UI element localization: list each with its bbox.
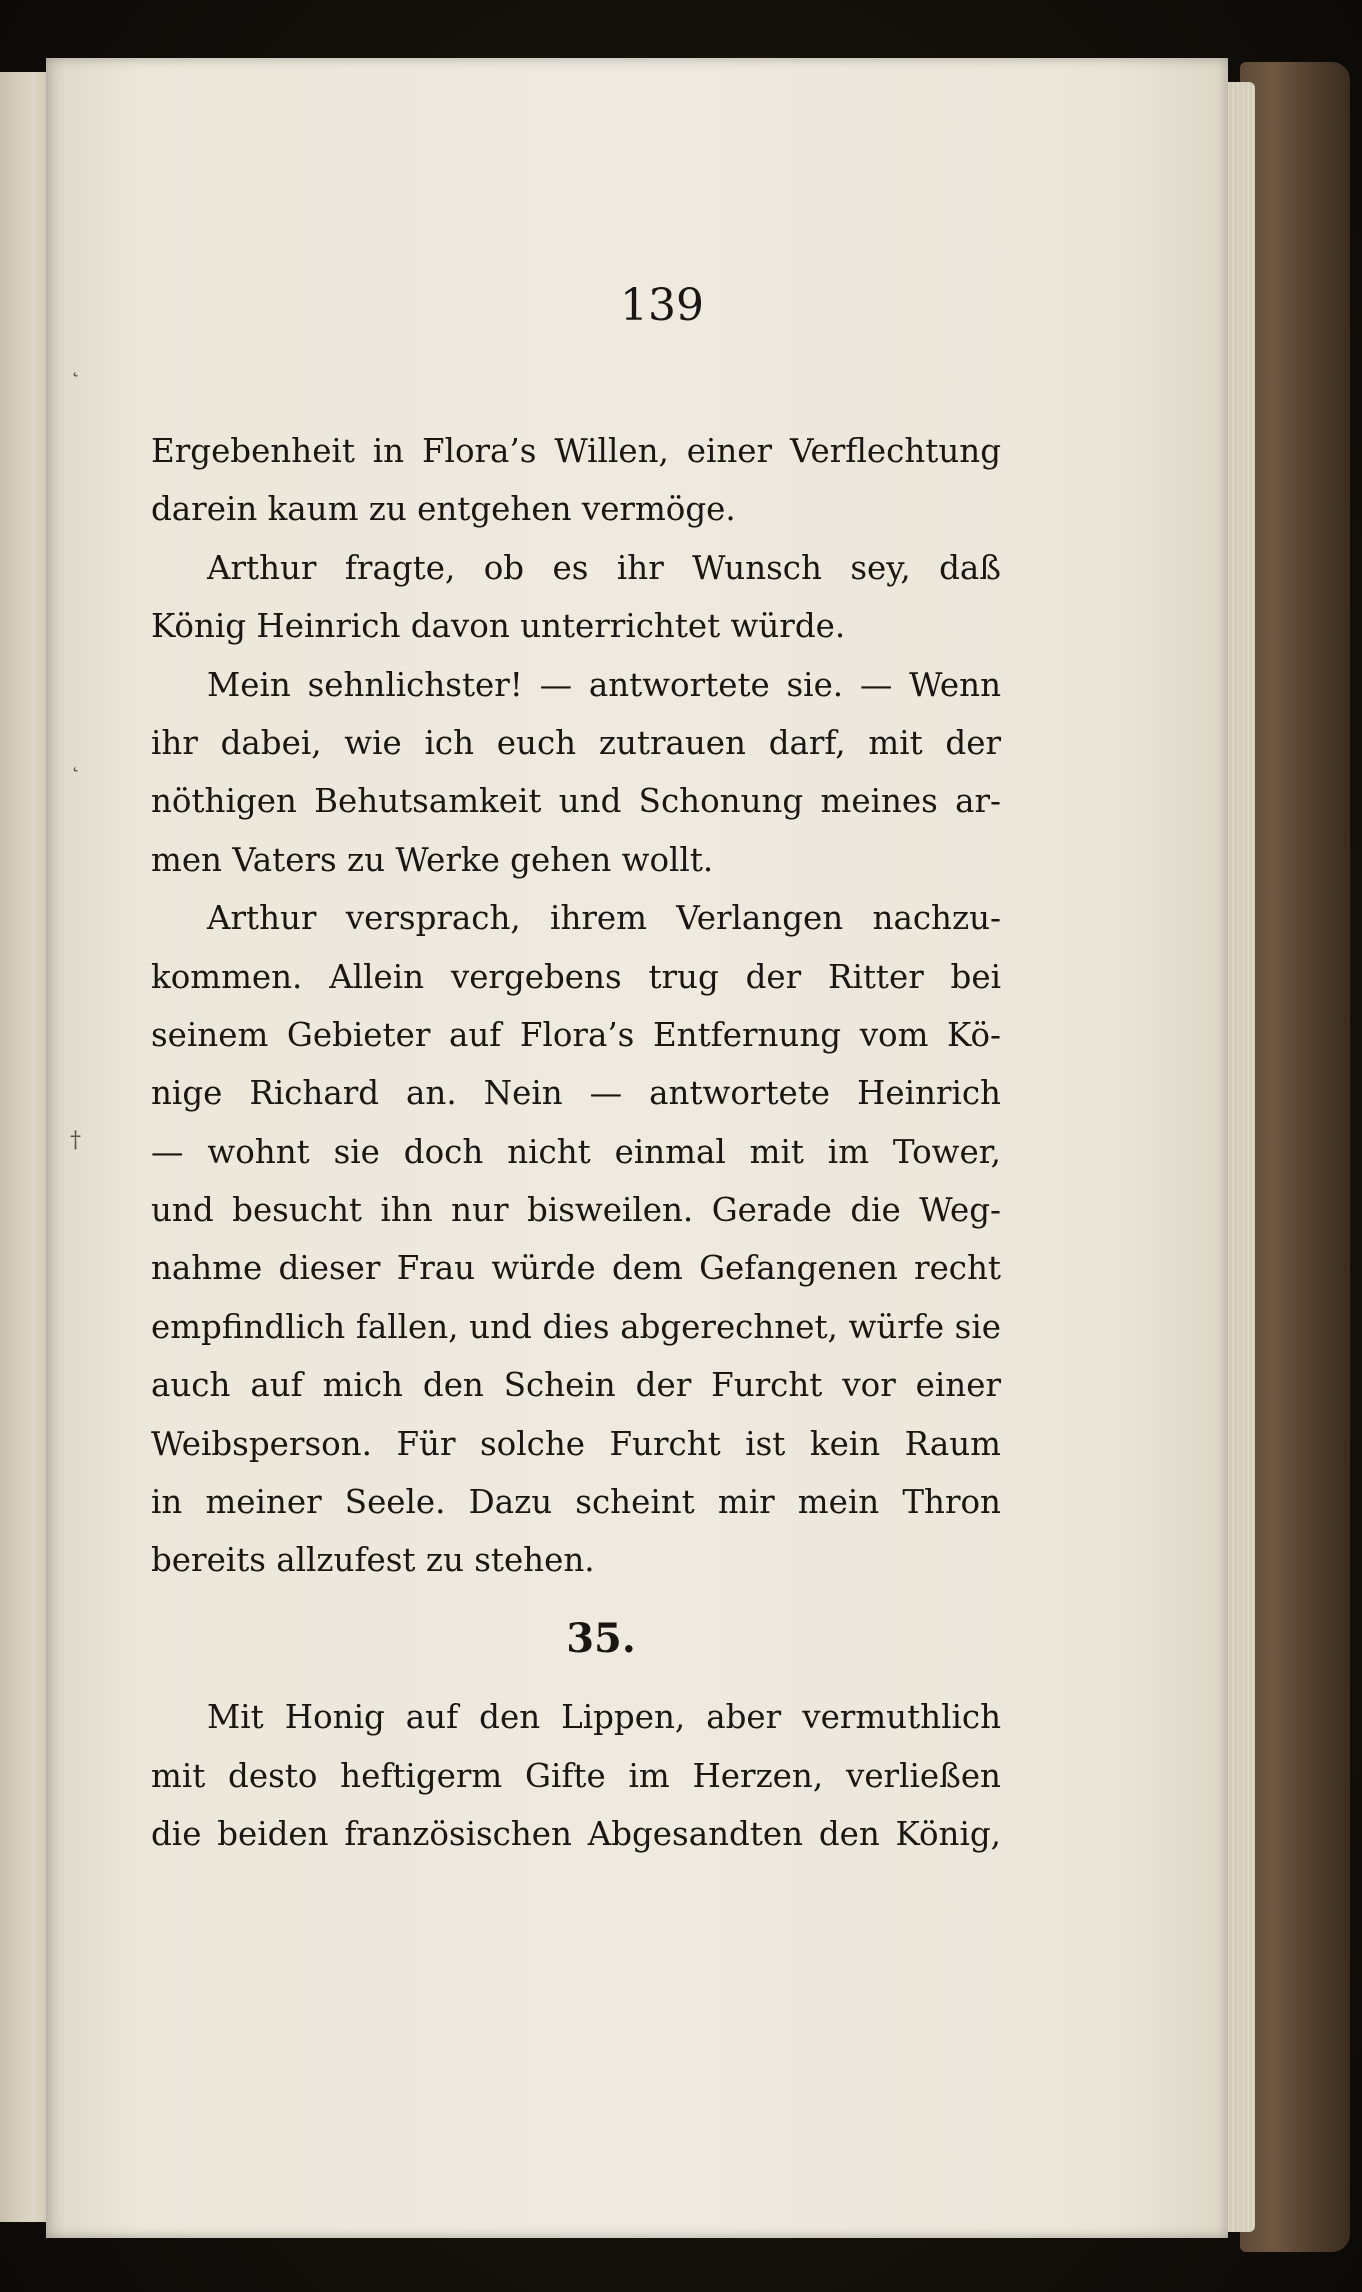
text-line: men Vaters zu Werke gehen wollt.: [151, 840, 714, 879]
text-line: Mit Honig auf den Lippen, aber vermuthlich: [207, 1698, 1001, 1737]
text-line: König Heinrich davon unterrichtet würde.: [151, 607, 846, 646]
text-line: — wohnt sie doch nicht einmal mit im Tower,: [151, 1132, 1001, 1171]
text-line: Mein sehnlichster! — antwortete sie. — Wenn: [207, 665, 1001, 704]
page-stack-edge: [1225, 82, 1255, 2232]
text-line: in meiner Seele. Dazu scheint mir mein Thron: [151, 1483, 1001, 1522]
text-line: nahme dieser Frau würde dem Gefangenen recht: [151, 1249, 1001, 1288]
text-line: bereits allzufest zu stehen.: [151, 1541, 595, 1580]
text-line: mit desto heftigerm Gifte im Herzen, verließen: [151, 1756, 1001, 1795]
text-line: empfindlich fallen, und dies abgerechnet, würfe sie: [151, 1307, 1001, 1346]
text-line: Arthur versprach, ihrem Verlangen nachzu-: [207, 899, 1001, 938]
text-line: Arthur fragte, ob es ihr Wunsch sey, daß: [207, 548, 1001, 587]
text-line: Weibsperson. Für solche Furcht ist kein Raum: [151, 1424, 1001, 1463]
previous-page-edge: [0, 72, 48, 2222]
book-cover-edge: [1240, 62, 1350, 2252]
page-text: [151, 422, 1001, 1863]
text-line: darein kaum zu entgehen vermöge.: [151, 490, 736, 529]
text-line: die beiden französischen Abgesandten den König,: [151, 1814, 1001, 1853]
book-page: [46, 58, 1228, 2238]
text-line: nöthigen Behutsamkeit und Schonung meines ar-: [151, 782, 1001, 821]
margin-mark: †: [70, 1128, 81, 1153]
spacer: [151, 1668, 1001, 1688]
page-number: 139: [620, 280, 704, 331]
text-line: ihr dabei, wie ich euch zutrauen darf, mit der: [151, 723, 1001, 762]
margin-mark: ˛: [70, 353, 81, 378]
text-line: Ergebenheit in Flora’s Willen, einer Verflechtung: [151, 432, 1001, 470]
margin-mark: ˛: [70, 748, 81, 773]
text-line: auch auf mich den Schein der Furcht vor einer: [151, 1366, 1001, 1405]
text-line: seinem Gebieter auf Flora’s Entfernung vom Kö-: [151, 1015, 1001, 1054]
section-heading: 35.: [566, 1614, 636, 1662]
text-line: nige Richard an. Nein — antwortete Heinrich: [151, 1074, 1001, 1113]
text-line: und besucht ihn nur bisweilen. Gerade die Weg-: [151, 1191, 1001, 1230]
spacer: [151, 1590, 1001, 1610]
text-line: kommen. Allein vergebens trug der Ritter bei: [151, 957, 1001, 996]
